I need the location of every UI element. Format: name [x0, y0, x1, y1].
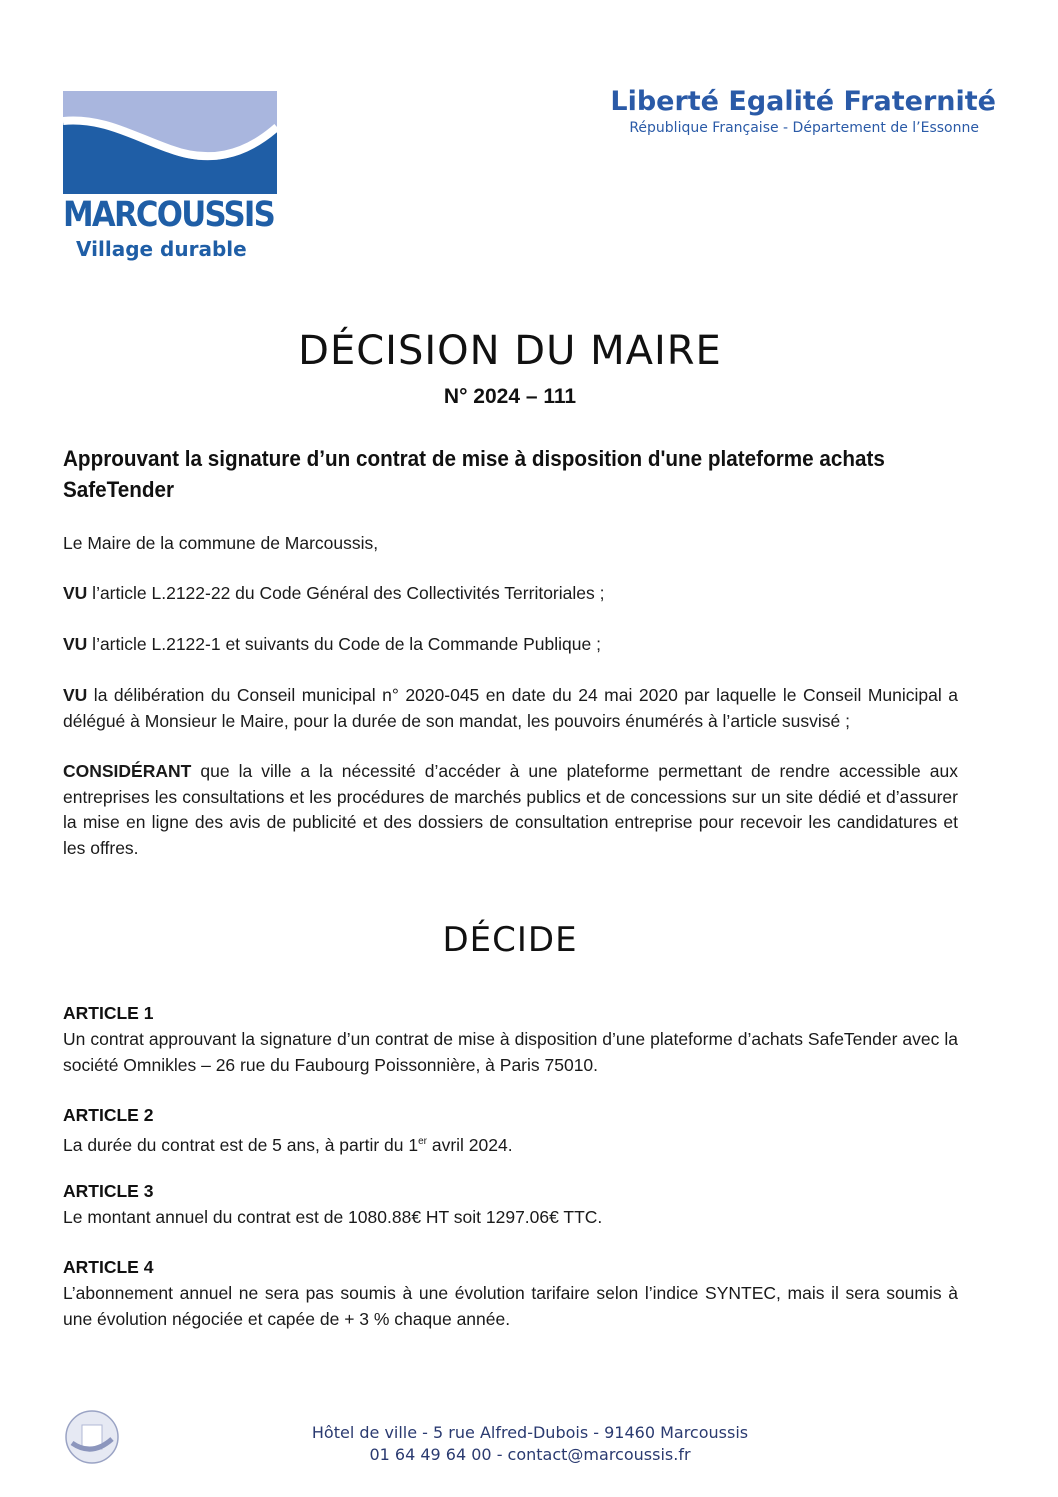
intro-paragraph: Le Maire de la commune de Marcoussis,: [63, 533, 379, 553]
vu-text: l’article L.2122-1 et suivants du Code de la Commande Publique ;: [87, 634, 601, 654]
vu-paragraph-3: [63, 683, 958, 734]
decision-number: N° 2024 – 111: [443, 385, 577, 408]
article-2-text-b: avril 2024.: [427, 1134, 513, 1155]
article-4-text: L’abonnement annuel ne sera pas soumis à une évolution tarifaire selon l’indice SYNTEC, mais il sera soumis à une évolution négociée et capée de + 3 % chaque année.: [63, 1283, 958, 1329]
article-2-text: [63, 1129, 958, 1158]
footer: [250, 1422, 810, 1466]
considerant-text: que la ville a la nécessité d’accéder à une plateforme permettant de rendre accessible aux entreprises les consultations et les procédures de marchés publics et de concessions sur un site dédié et d’assurer la mise en ligne des avis de publicité et des dossiers de consultation entreprise pour recevoir les candidatures et les offres.: [63, 761, 958, 858]
vu-label: VU: [63, 685, 88, 705]
vu-text: l’article L.2122-22 du Code Général des Collectivités Territoriales ;: [87, 583, 605, 603]
article-3-title: ARTICLE 3: [63, 1181, 154, 1201]
vu-paragraph-2: [63, 632, 958, 658]
wave-emblem-icon: [63, 91, 277, 194]
department-line: République Française - Département de l’Essonne: [629, 120, 979, 136]
decision-subject: [63, 443, 964, 505]
republic-motto: Liberté Egalité Fraternité: [610, 86, 996, 117]
logo-tagline: Village durable: [76, 237, 247, 261]
decide-heading: DÉCIDE: [442, 920, 578, 960]
subject-line-2: SafeTender: [63, 477, 175, 502]
marcoussis-logo: [63, 91, 277, 266]
vu-text: la délibération du Conseil municipal n° 2020-045 en date du 24 mai 2020 par laquelle le Conseil Municipal a délégué à Monsieur le Maire, pour la durée de son mandat, les pouvoirs énumérés à l’article susvisé ;: [63, 685, 958, 731]
article-2-text-a: La durée du contrat est de 5 ans, à partir du 1: [63, 1134, 419, 1155]
article-3-text: Le montant annuel du contrat est de 1080.88€ HT soit 1297.06€ TTC.: [63, 1207, 603, 1227]
considerant-paragraph: [63, 759, 958, 861]
considerant-label: CONSIDÉRANT: [63, 761, 192, 781]
article-2-title: ARTICLE 2: [63, 1105, 154, 1125]
vu-label: VU: [63, 634, 88, 654]
article-1-title: ARTICLE 1: [63, 1003, 154, 1023]
article-4-title: ARTICLE 4: [63, 1257, 154, 1277]
ordinal-suffix: er: [418, 1136, 427, 1147]
logo-name: MARCOUSSIS: [63, 195, 275, 235]
vu-paragraph-1: [63, 581, 958, 607]
footer-contact: 01 64 49 64 00 - contact@marcoussis.fr: [369, 1445, 691, 1464]
republic-header: [610, 86, 996, 136]
vu-label: VU: [63, 583, 88, 603]
page-title: DÉCISION DU MAIRE: [298, 328, 722, 374]
article-1-text: Un contrat approuvant la signature d’un contrat de mise à disposition d’une plateforme d’achats SafeTender avec la société Omnikles – 26 rue du Faubourg Poissonnière, à Paris 75010.: [63, 1029, 958, 1075]
subject-line-1: Approuvant la signature d’un contrat de mise à disposition d'une plateforme achats: [63, 446, 885, 471]
footer-address: Hôtel de ville - 5 rue Alfred-Dubois - 91460 Marcoussis: [311, 1423, 749, 1442]
recycled-paper-icon: [64, 1409, 120, 1465]
